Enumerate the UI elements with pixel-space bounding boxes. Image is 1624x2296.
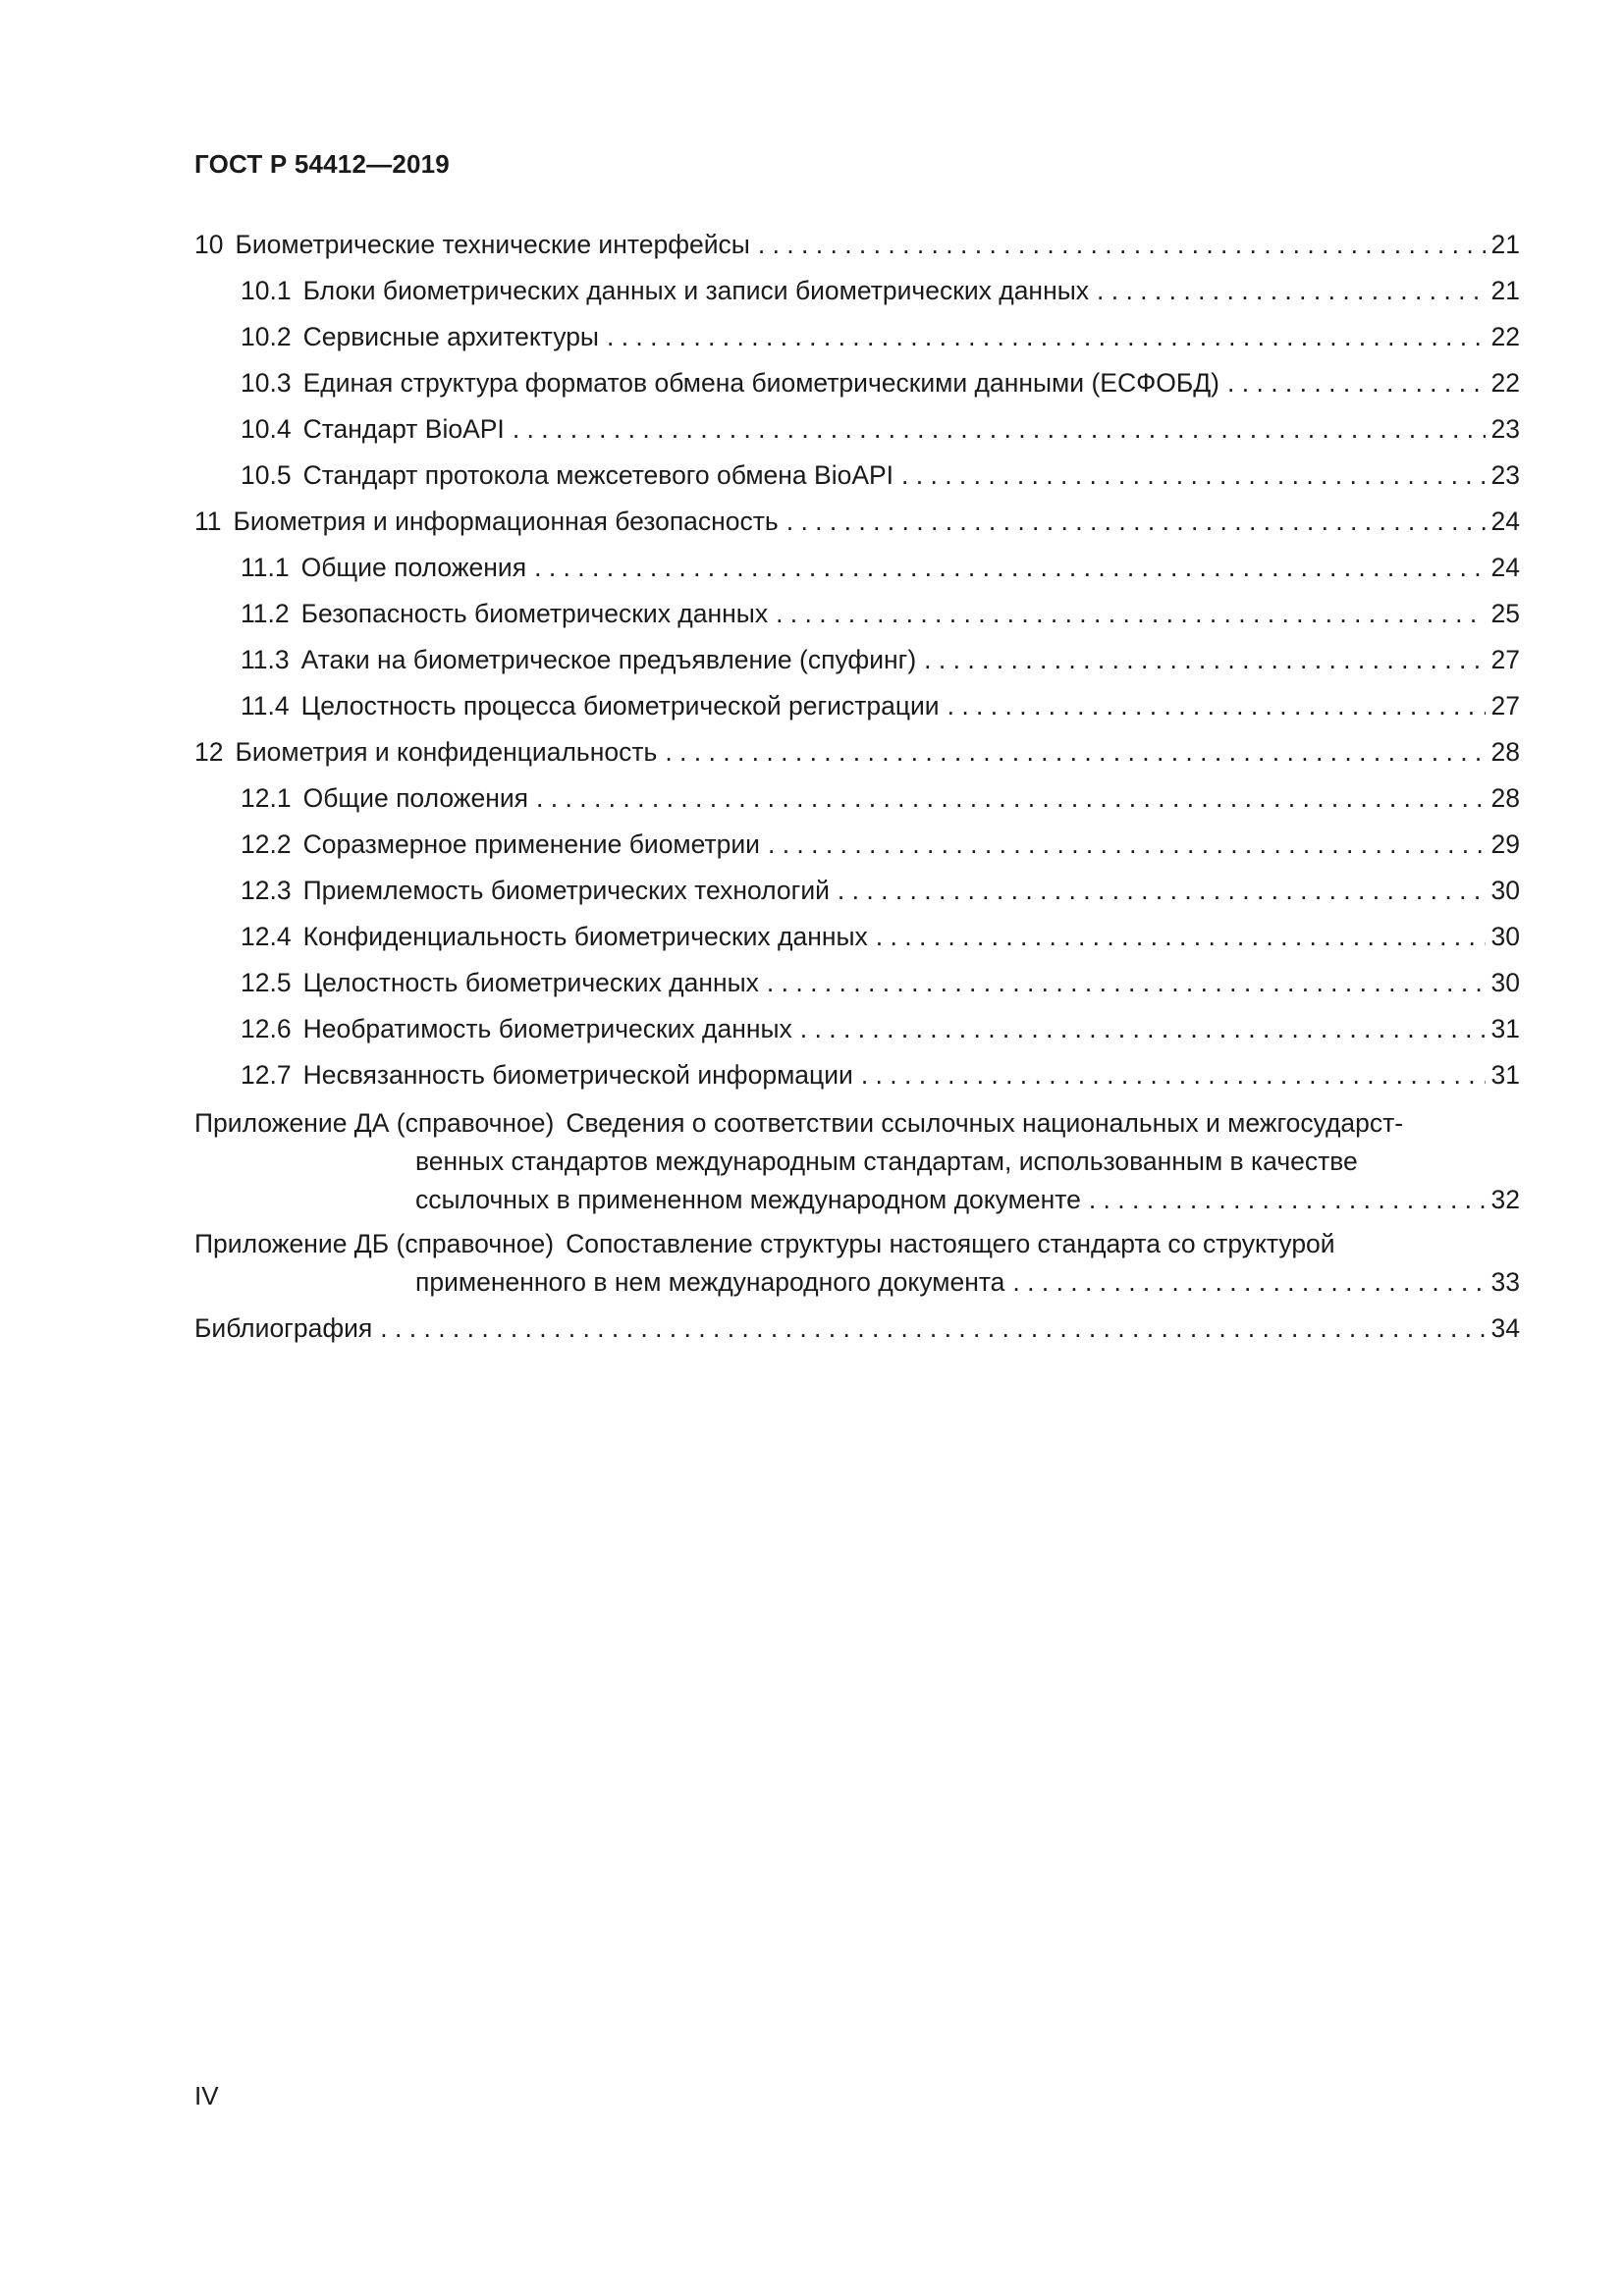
- toc-entry-10-5[interactable]: [194, 453, 1520, 499]
- toc-entry-title: Стандарт протокола межсетевого обмена BioAPI: [302, 460, 894, 490]
- annex-first-line: [194, 1104, 1520, 1143]
- toc-entry-number: 10.2: [241, 322, 292, 351]
- toc-entry-title: Целостность процесса биометрической регистрации: [300, 691, 940, 721]
- toc-entry-page: 22: [1490, 368, 1520, 398]
- toc-annex-db[interactable]: [194, 1225, 1520, 1302]
- annex-label: Приложение ДБ (справочное): [194, 1229, 555, 1258]
- annex-title-line: Сопоставление структуры настоящего стандарта со структурой: [566, 1229, 1335, 1258]
- toc-entry-number: 11.2: [241, 599, 290, 628]
- toc-entry-number: 10.3: [241, 368, 292, 398]
- toc-entry-11-3[interactable]: [194, 637, 1520, 683]
- toc-entry-title: Стандарт BioAPI: [302, 414, 505, 444]
- toc-leader-dots: [536, 775, 1485, 822]
- toc-entry-12-5[interactable]: [194, 960, 1520, 1006]
- toc-leader-dots: [1227, 360, 1486, 406]
- toc-leader-dots: [901, 453, 1485, 499]
- toc-leader-dots: [534, 545, 1485, 591]
- toc-entry-title: Сервисные архитектуры: [302, 322, 599, 351]
- toc-entry-number: 12.6: [241, 1014, 292, 1043]
- toc-leader-dots: [1089, 1181, 1486, 1219]
- toc-leader-dots: [786, 499, 1486, 545]
- toc-entry-page: 24: [1490, 553, 1520, 582]
- toc-entry-page: 29: [1490, 829, 1520, 859]
- toc-entry-title: Безопасность биометрических данных: [300, 599, 769, 628]
- toc-entry-page: 31: [1490, 1060, 1520, 1090]
- toc-leader-dots: [768, 822, 1486, 868]
- toc-entry-11-4[interactable]: [194, 683, 1520, 729]
- toc-leader-dots: [767, 960, 1486, 1006]
- toc-entry-11-2[interactable]: [194, 591, 1520, 637]
- annex-title-line: примененного в нем международного документа: [415, 1267, 1005, 1297]
- annex-title-line: Сведения о соответствии ссылочных национальных и межгосударст-: [566, 1108, 1404, 1138]
- toc-entry-page: 25: [1490, 599, 1520, 628]
- toc-leader-dots: [838, 868, 1486, 914]
- toc-leader-dots: [947, 683, 1486, 729]
- toc-entry-title: Биометрия и конфиденциальность: [235, 737, 658, 767]
- toc-entry-number: 10: [194, 230, 224, 259]
- toc-entry-10-4[interactable]: [194, 406, 1520, 453]
- toc-entry-page: 23: [1490, 414, 1520, 444]
- toc-entry-title: Целостность биометрических данных: [302, 968, 759, 997]
- toc-entry-title: Единая структура форматов обмена биометрическими данными (ЕСФОБД): [302, 368, 1220, 398]
- toc-entry-page: 28: [1490, 783, 1520, 813]
- toc-entry-number: 12.3: [241, 876, 292, 905]
- toc-entry-page: 30: [1490, 876, 1520, 905]
- toc-entry-page: 33: [1490, 1267, 1520, 1297]
- toc-entry-12-6[interactable]: [194, 1006, 1520, 1052]
- toc-entry-12-3[interactable]: [194, 868, 1520, 914]
- toc-entry-title: Библиография: [194, 1313, 373, 1343]
- toc-leader-dots: [1012, 1263, 1485, 1302]
- toc-entry-number: 11.4: [241, 691, 290, 721]
- toc-entry-title: Конфиденциальность биометрических данных: [302, 922, 868, 951]
- toc-entry-12-2[interactable]: [194, 822, 1520, 868]
- toc-entry-number: 12.4: [241, 922, 292, 951]
- toc-entry-number: 12.2: [241, 829, 292, 859]
- toc-entry-10-3[interactable]: [194, 360, 1520, 406]
- toc-entry-title: Общие положения: [300, 553, 527, 582]
- annex-title-line: ссылочных в примененном международном документе: [415, 1185, 1081, 1214]
- toc-entry-page: 30: [1490, 968, 1520, 997]
- toc-entry-title: Блоки биометрических данных и записи биометрических данных: [302, 276, 1089, 305]
- toc-entry-page: 24: [1490, 507, 1520, 536]
- toc-entry-page: 23: [1490, 460, 1520, 490]
- toc-leader-dots: [924, 637, 1485, 683]
- toc-entry-number: 12.5: [241, 968, 292, 997]
- toc-leader-dots: [800, 1006, 1486, 1052]
- toc-leader-dots: [665, 729, 1485, 775]
- toc-entry-number: 11.1: [241, 553, 290, 582]
- page-number: IV: [194, 2081, 219, 2110]
- toc-leader-dots: [1097, 268, 1486, 314]
- toc-entry-10-1[interactable]: [194, 268, 1520, 314]
- toc-entry-number: 12.7: [241, 1060, 292, 1090]
- toc-entry-title: Необратимость биометрических данных: [302, 1014, 792, 1043]
- toc-entry-number: 12: [194, 737, 224, 767]
- toc-entry-title: Несвязанность биометрической информации: [302, 1060, 853, 1090]
- toc-entry-page: 22: [1490, 322, 1520, 351]
- document-header: ГОСТ Р 54412—2019: [194, 149, 450, 179]
- toc-entry-title: Биометрия и информационная безопасность: [233, 507, 779, 536]
- annex-last-line: [194, 1181, 1520, 1219]
- annex-last-line: [194, 1263, 1520, 1302]
- toc-entry-number: 12.1: [241, 783, 292, 813]
- toc-entry-page: 21: [1490, 230, 1520, 259]
- toc-leader-dots: [513, 406, 1486, 453]
- toc-entry-number: 10.5: [241, 460, 292, 490]
- toc-entry-page: 21: [1490, 276, 1520, 305]
- toc-entry-number: 11.3: [241, 645, 290, 674]
- toc-entry-number: 11: [194, 507, 222, 536]
- toc-entry-page: 27: [1490, 645, 1520, 674]
- toc-entry-12-4[interactable]: [194, 914, 1520, 960]
- toc-entry-title: Приемлемость биометрических технологий: [302, 876, 830, 905]
- annex-title-line: венных стандартов международным стандартам, использованным в качестве: [415, 1147, 1358, 1176]
- annex-label: Приложение ДА (справочное): [194, 1108, 555, 1138]
- toc-entry-title: Атаки на биометрическое предъявление (спуфинг): [300, 645, 917, 674]
- toc-entry-page: 34: [1490, 1313, 1520, 1343]
- toc-entry-page: 31: [1490, 1014, 1520, 1043]
- toc-entry-number: 10.4: [241, 414, 292, 444]
- table-of-contents: [194, 222, 1520, 1352]
- toc-leader-dots: [776, 591, 1485, 637]
- toc-entry-bibliography[interactable]: [194, 1306, 1520, 1352]
- toc-entry-title: Биометрические технические интерфейсы: [235, 230, 750, 259]
- toc-leader-dots: [607, 314, 1486, 360]
- toc-leader-dots: [861, 1052, 1486, 1098]
- toc-entry-12-7[interactable]: [194, 1052, 1520, 1098]
- toc-entry-page: 32: [1490, 1185, 1520, 1214]
- toc-leader-dots: [380, 1306, 1485, 1352]
- toc-entry-title: Общие положения: [302, 783, 529, 813]
- toc-leader-dots: [876, 914, 1486, 960]
- toc-entry-number: 10.1: [241, 276, 292, 305]
- toc-annex-da[interactable]: [194, 1104, 1520, 1219]
- annex-first-line: [194, 1225, 1520, 1263]
- toc-entry-page: 28: [1490, 737, 1520, 767]
- toc-entry-page: 30: [1490, 922, 1520, 951]
- toc-entry-12-1[interactable]: [194, 775, 1520, 822]
- toc-entry-title: Соразмерное применение биометрии: [302, 829, 760, 859]
- toc-entry-10[interactable]: [194, 222, 1520, 268]
- toc-leader-dots: [758, 222, 1486, 268]
- toc-entry-page: 27: [1490, 691, 1520, 721]
- toc-entry-12[interactable]: [194, 729, 1520, 775]
- toc-entry-11[interactable]: [194, 499, 1520, 545]
- toc-entry-10-2[interactable]: [194, 314, 1520, 360]
- toc-entry-11-1[interactable]: [194, 545, 1520, 591]
